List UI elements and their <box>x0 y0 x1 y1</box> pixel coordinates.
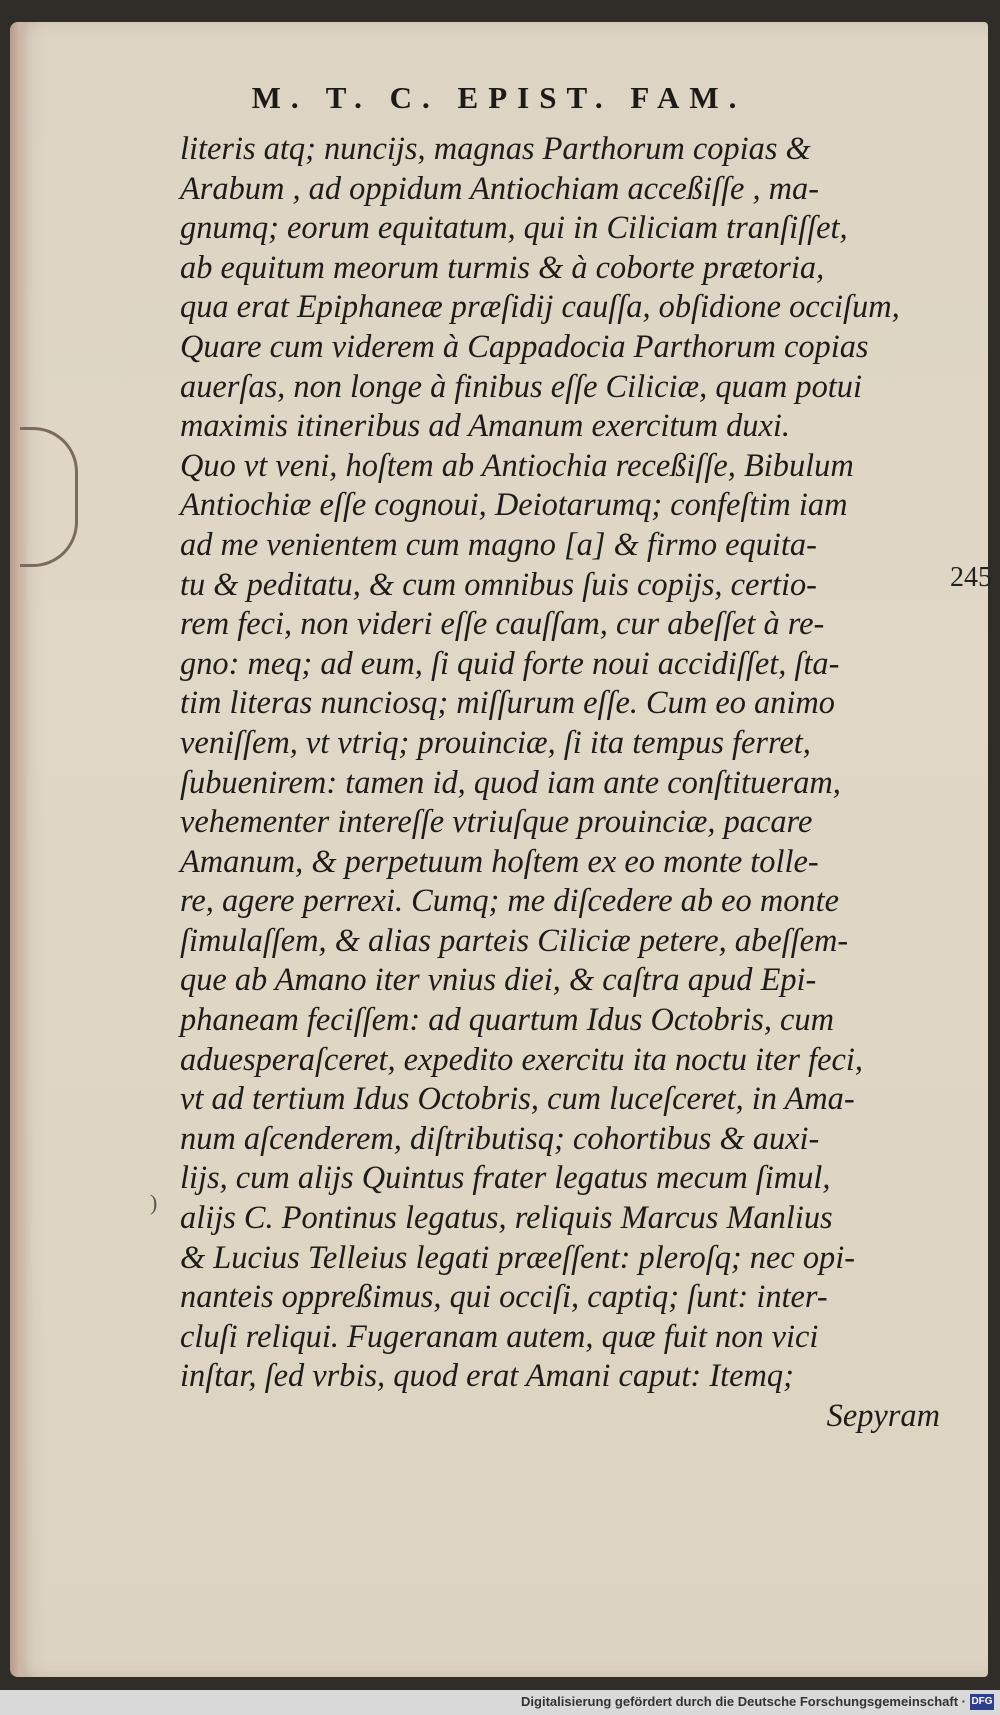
text-line: Quo vt veni, hoſtem ab Antiochia receßiſſe, Bibulum <box>180 447 854 484</box>
text-line: & Lucius Telleius legati præeſſent: pleroſq; nec opi- <box>180 1239 856 1276</box>
footer-credit: Digitalisierung gefördert durch die Deutsche Forschungsgemeinschaft · <box>521 1694 966 1709</box>
text-line: Arabum , ad oppidum Antiochiam acceßiſſe , ma- <box>180 170 820 207</box>
text-line: alijs C. Pontinus legatus, reliquis Marcus Manlius <box>180 1200 833 1237</box>
footer-bar <box>0 1690 1000 1715</box>
text-line: auerſas, non longe à finibus eſſe Ciliciæ, quam potui <box>180 368 862 405</box>
text-line: aduesperaſceret, expedito exercitu ita noctu iter feci, <box>180 1041 863 1078</box>
text-line: rem feci, non videri eſſe cauſſam, cur abeſſet à re- <box>180 606 825 643</box>
text-line: phaneam feciſſem: ad quartum Idus Octobris, cum <box>180 1002 835 1039</box>
text-line: tim literas nunciosq; miſſurum eſſe. Cum eo animo <box>180 685 835 722</box>
text-line: que ab Amano iter vnius diei, & caſtra apud Epi- <box>180 962 817 999</box>
text-line: vehementer intereſſe vtriuſque prouinciæ, pacare <box>180 804 813 841</box>
text-line: vt ad tertium Idus Octobris, cum luceſceret, in Ama- <box>180 1081 855 1118</box>
page-fore-edge <box>10 22 28 1677</box>
text-line: nanteis oppreßimus, qui occiſi, captiq; ſunt: inter- <box>180 1279 828 1316</box>
text-line: tu & peditatu, & cum omnibus ſuis copijs, certio- <box>180 566 817 603</box>
text-line: gno: meq; ad eum, ſi quid forte noui accidiſſet, ſta- <box>180 645 840 682</box>
text-line: literis atq; nuncijs, magnas Parthorum copias & <box>180 131 811 167</box>
running-head: M. T. C. EPIST. FAM. <box>251 80 747 115</box>
margin-page-number: 245 <box>950 562 992 593</box>
text-line: maximis itineribus ad Amanum exercitum duxi. <box>180 408 790 445</box>
dfg-logo: DFG <box>970 1694 994 1710</box>
margin-mark: ) <box>150 1190 158 1215</box>
catchword: Sepyram <box>826 1398 940 1434</box>
text-line: num aſcenderem, diſtributisq; cohortibus & auxi- <box>180 1120 820 1157</box>
text-line: ab equitum meorum turmis & à coborte prætoria, <box>180 249 825 286</box>
text-line: ſubuenirem: tamen id, quod iam ante conſtitueram, <box>180 764 841 801</box>
book-clasp-loop <box>20 427 78 567</box>
text-line: cluſi reliqui. Fugeranam autem, quæ fuit non vici <box>180 1318 819 1355</box>
text-line: ſimulaſſem, & alias parteis Ciliciæ petere, abeſſem- <box>180 922 849 959</box>
text-line: Antiochiæ eſſe cognoui, Deiotarumq; confeſtim iam <box>180 487 848 524</box>
text-line: ad me venientem cum magno [a] & firmo equita- <box>180 526 817 563</box>
text-line: qua erat Epiphaneæ præſidij cauſſa, obſidione occiſum, <box>180 289 900 326</box>
text-line: gnumq; eorum equitatum, qui in Ciliciam tranſiſſet, <box>180 210 848 247</box>
text-line: Amanum, & perpetuum hoſtem ex eo monte tolle- <box>180 843 819 880</box>
text-line: Quare cum viderem à Cappadocia Parthorum copias <box>180 328 869 365</box>
text-line: veniſſem, vt vtriq; prouinciæ, ſi ita tempus ferret, <box>180 724 811 761</box>
book-page <box>10 22 992 1677</box>
text-line: inſtar, ſed vrbis, quod erat Amani caput: Itemq; <box>180 1358 794 1395</box>
text-line: re, agere perrexi. Cumq; me diſcedere ab eo monte <box>180 883 839 920</box>
text-line: lijs, cum alijs Quintus frater legatus mecum ſimul, <box>180 1160 831 1197</box>
body-text <box>180 130 940 1437</box>
